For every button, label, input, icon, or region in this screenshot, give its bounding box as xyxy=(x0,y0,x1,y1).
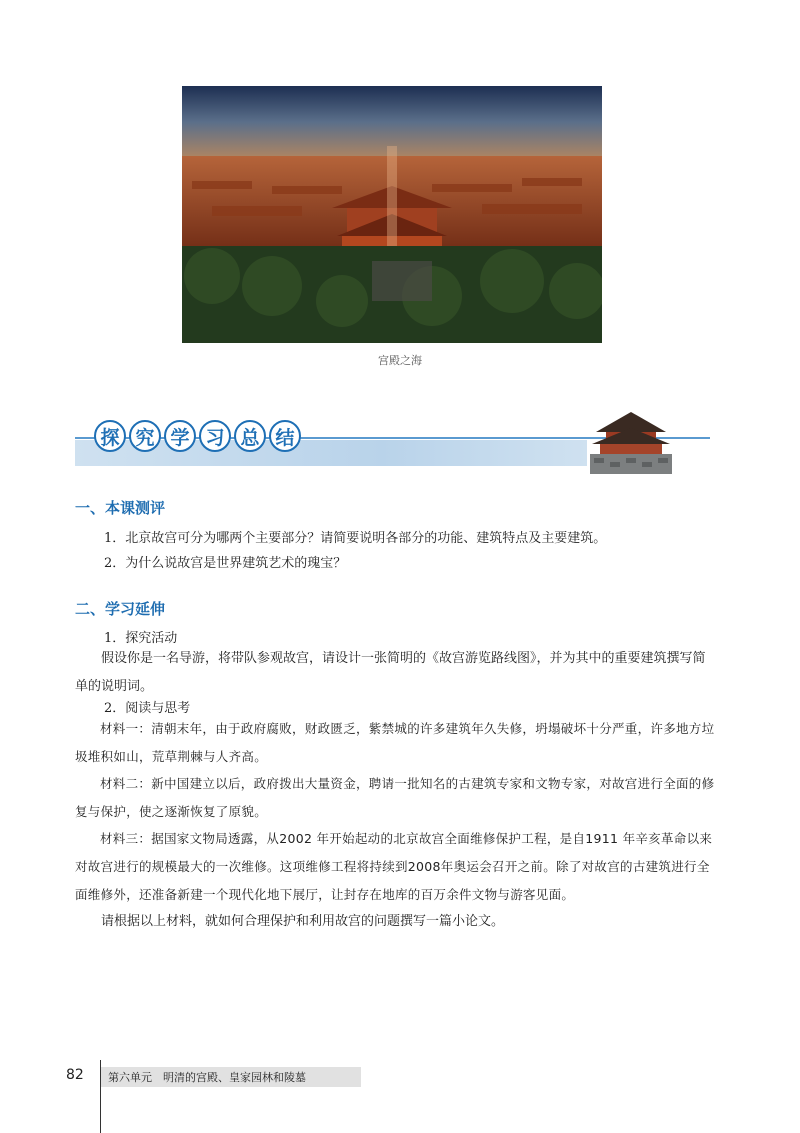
material-paragraph: 材料一：清朝末年，由于政府腐败，财政匮乏，紫禁城的许多建筑年久失修，坍塌破坏十分严重，许多地方垃圾堆积如山，荒草荆棘与人齐高。 xyxy=(75,721,715,764)
banner-title xyxy=(94,420,301,452)
section-heading-assessment: 一、本课测评 xyxy=(75,499,166,517)
activity-label: 1．探究活动 xyxy=(104,631,178,646)
banner-char: 究 xyxy=(129,420,161,452)
photo-caption: 宫殿之海 xyxy=(378,354,422,367)
material-paragraph: 材料二：新中国建立以后，政府拨出大量资金，聘请一批知名的古建筑专家和文物专家，对故宫进行全面的修复与保护，使之逐渐恢复了原貌。 xyxy=(75,776,715,819)
palace-corner-tower-icon xyxy=(586,410,676,478)
unit-title: 第六单元 明清的宫殿、皇家园林和陵墓 xyxy=(108,1071,306,1084)
question-item: 2．为什么说故宫是世界建筑艺术的瑰宝？ xyxy=(104,556,347,571)
banner-char: 总 xyxy=(234,420,266,452)
banner-char: 学 xyxy=(164,420,196,452)
activity-text: 假设你是一名导游，将带队参观故宫，请设计一张简明的《故宫游览路线图》，并为其中的重要建筑撰写简单的说明词。 xyxy=(75,651,706,694)
closing-instruction: 请根据以上材料，就如何合理保护和利用故宫的问题撰写一篇小论文。 xyxy=(101,914,505,929)
forbidden-city-photo xyxy=(182,86,602,343)
banner-char: 结 xyxy=(269,420,301,452)
section-heading-extension: 二、学习延伸 xyxy=(75,600,166,618)
page-number: 82 xyxy=(66,1067,84,1083)
banner-char: 探 xyxy=(94,420,126,452)
banner-char: 习 xyxy=(199,420,231,452)
question-item: 1．北京故宫可分为哪两个主要部分？请简要说明各部分的功能、建筑特点及主要建筑。 xyxy=(104,531,607,546)
reading-label: 2．阅读与思考 xyxy=(104,701,191,716)
material-paragraph: 材料三：据国家文物局透露，从2002 年开始起动的北京故宫全面维修保护工程，是自1911 年辛亥革命以来对故宫进行的规模最大的一次维修。这项维修工程将持续到2008年奥运会召开之前。除了对故宫的古建筑进行全面维修外，还准备新建一个现代化地下展厅，让封存在地库的百万余件文物与游客见面。 xyxy=(75,831,713,902)
